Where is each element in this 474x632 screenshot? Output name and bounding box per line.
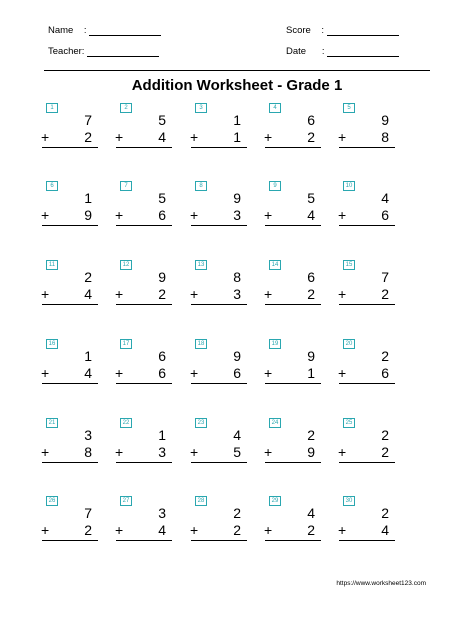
addend-top: 2 (233, 505, 241, 521)
problem-number: 23 (195, 418, 207, 428)
problem-item (190, 260, 247, 312)
addend-bottom: 2 (233, 522, 241, 538)
answer-line[interactable] (265, 462, 321, 463)
answer-line[interactable] (191, 462, 247, 463)
answer-line[interactable] (339, 304, 395, 305)
addend-bottom: 2 (307, 522, 315, 538)
problem-item (41, 103, 98, 155)
addend-bottom: 5 (233, 444, 241, 460)
addend-top: 6 (158, 348, 166, 364)
plus-sign: + (41, 365, 50, 381)
plus-sign: + (190, 207, 199, 223)
problem-number: 1 (46, 103, 58, 113)
problem-item (115, 260, 172, 312)
teacher-label: Teacher: (48, 46, 85, 57)
answer-line[interactable] (191, 304, 247, 305)
problem-number: 3 (195, 103, 207, 113)
problem-item (41, 339, 98, 391)
answer-line[interactable] (339, 147, 395, 148)
addend-top: 5 (307, 190, 315, 206)
problem-item (190, 103, 247, 155)
name-field (48, 25, 161, 36)
answer-line[interactable] (116, 462, 172, 463)
header-divider (44, 70, 430, 71)
problem-number: 25 (343, 418, 355, 428)
addend-bottom: 2 (381, 444, 389, 460)
problem-item (115, 339, 172, 391)
plus-sign: + (41, 207, 50, 223)
problem-item (338, 496, 395, 548)
addend-top: 2 (84, 269, 92, 285)
addend-top: 9 (307, 348, 315, 364)
name-label: Name (48, 25, 74, 36)
plus-sign: + (115, 129, 124, 145)
addend-bottom: 4 (84, 365, 92, 381)
addend-top: 4 (381, 190, 389, 206)
teacher-line[interactable] (87, 47, 159, 57)
teacher-field (48, 46, 159, 57)
problem-item (338, 103, 395, 155)
addend-bottom: 4 (158, 129, 166, 145)
addend-bottom: 6 (158, 207, 166, 223)
addend-bottom: 4 (84, 286, 92, 302)
answer-line[interactable] (191, 540, 247, 541)
addend-top: 1 (84, 348, 92, 364)
addend-top: 2 (381, 427, 389, 443)
problem-number: 26 (46, 496, 58, 506)
plus-sign: + (41, 444, 50, 460)
plus-sign: + (190, 444, 199, 460)
addend-bottom: 3 (158, 444, 166, 460)
problem-number: 20 (343, 339, 355, 349)
addend-top: 3 (84, 427, 92, 443)
addend-top: 9 (233, 348, 241, 364)
addend-bottom: 3 (233, 207, 241, 223)
addend-bottom: 3 (233, 286, 241, 302)
score-separator: : (321, 25, 325, 36)
problem-number: 6 (46, 181, 58, 191)
problem-item (190, 181, 247, 233)
score-label: Score (286, 25, 311, 36)
addend-top: 3 (158, 505, 166, 521)
plus-sign: + (338, 365, 347, 381)
footer-url: https://www.worksheet123.com (336, 580, 426, 587)
answer-line[interactable] (339, 383, 395, 384)
problem-item (264, 181, 321, 233)
addend-top: 7 (381, 269, 389, 285)
answer-line[interactable] (265, 225, 321, 226)
answer-line[interactable] (265, 304, 321, 305)
plus-sign: + (264, 365, 273, 381)
problem-number: 7 (120, 181, 132, 191)
problem-item (338, 418, 395, 470)
addend-bottom: 2 (158, 286, 166, 302)
answer-line[interactable] (339, 225, 395, 226)
problem-item (115, 181, 172, 233)
plus-sign: + (41, 522, 50, 538)
problem-item (41, 418, 98, 470)
answer-line[interactable] (265, 147, 321, 148)
addend-bottom: 9 (307, 444, 315, 460)
date-separator: : (321, 46, 325, 57)
problem-item (338, 339, 395, 391)
problem-number: 28 (195, 496, 207, 506)
problem-item (41, 260, 98, 312)
problem-item (41, 496, 98, 548)
addend-bottom: 6 (381, 365, 389, 381)
plus-sign: + (115, 522, 124, 538)
problem-number: 14 (269, 260, 281, 270)
problem-item (115, 418, 172, 470)
problem-item (264, 339, 321, 391)
problem-number: 30 (343, 496, 355, 506)
plus-sign: + (338, 444, 347, 460)
score-field (286, 25, 399, 36)
name-separator: : (83, 25, 87, 36)
problem-item (190, 339, 247, 391)
plus-sign: + (264, 286, 273, 302)
addend-top: 2 (381, 348, 389, 364)
addend-top: 4 (233, 427, 241, 443)
answer-line[interactable] (191, 147, 247, 148)
answer-line[interactable] (42, 147, 98, 148)
addend-top: 1 (84, 190, 92, 206)
addend-top: 5 (158, 190, 166, 206)
addend-top: 6 (307, 269, 315, 285)
addend-bottom: 4 (158, 522, 166, 538)
plus-sign: + (264, 522, 273, 538)
answer-line[interactable] (339, 462, 395, 463)
problem-item (190, 496, 247, 548)
answer-line[interactable] (339, 540, 395, 541)
problem-number: 2 (120, 103, 132, 113)
addend-top: 9 (233, 190, 241, 206)
addend-bottom: 2 (307, 286, 315, 302)
problem-item (264, 418, 321, 470)
addend-bottom: 4 (307, 207, 315, 223)
problem-number: 27 (120, 496, 132, 506)
name-line[interactable] (89, 26, 161, 36)
addend-top: 4 (307, 505, 315, 521)
date-label: Date (286, 46, 307, 57)
problem-item (338, 181, 395, 233)
addend-top: 9 (158, 269, 166, 285)
answer-line[interactable] (116, 304, 172, 305)
problem-number: 19 (269, 339, 281, 349)
plus-sign: + (115, 365, 124, 381)
plus-sign: + (115, 207, 124, 223)
addend-top: 7 (84, 505, 92, 521)
problem-item (264, 260, 321, 312)
addend-top: 2 (307, 427, 315, 443)
addend-top: 8 (233, 269, 241, 285)
problem-item (264, 103, 321, 155)
plus-sign: + (338, 129, 347, 145)
addend-top: 9 (381, 112, 389, 128)
addend-bottom: 9 (84, 207, 92, 223)
problem-number: 9 (269, 181, 281, 191)
answer-line[interactable] (116, 147, 172, 148)
addend-top: 7 (84, 112, 92, 128)
addend-bottom: 2 (84, 129, 92, 145)
plus-sign: + (338, 522, 347, 538)
problem-number: 4 (269, 103, 281, 113)
problem-number: 18 (195, 339, 207, 349)
plus-sign: + (190, 522, 199, 538)
answer-line[interactable] (116, 540, 172, 541)
addend-top: 1 (233, 112, 241, 128)
problem-number: 21 (46, 418, 58, 428)
plus-sign: + (264, 444, 273, 460)
answer-line[interactable] (42, 304, 98, 305)
answer-line[interactable] (116, 225, 172, 226)
plus-sign: + (190, 129, 199, 145)
score-line[interactable] (327, 26, 399, 36)
addend-bottom: 2 (381, 286, 389, 302)
answer-line[interactable] (191, 383, 247, 384)
plus-sign: + (115, 286, 124, 302)
problem-number: 17 (120, 339, 132, 349)
date-line[interactable] (327, 47, 399, 57)
problem-number: 24 (269, 418, 281, 428)
plus-sign: + (41, 286, 50, 302)
addend-bottom: 1 (233, 129, 241, 145)
answer-line[interactable] (116, 383, 172, 384)
problem-number: 29 (269, 496, 281, 506)
addend-bottom: 4 (381, 522, 389, 538)
plus-sign: + (190, 286, 199, 302)
plus-sign: + (264, 129, 273, 145)
answer-line[interactable] (265, 540, 321, 541)
problem-item (264, 496, 321, 548)
addend-top: 5 (158, 112, 166, 128)
problem-number: 10 (343, 181, 355, 191)
problem-number: 15 (343, 260, 355, 270)
answer-line[interactable] (42, 462, 98, 463)
problem-item (41, 181, 98, 233)
addend-bottom: 6 (233, 365, 241, 381)
plus-sign: + (264, 207, 273, 223)
problem-item (115, 496, 172, 548)
problem-number: 16 (46, 339, 58, 349)
date-field (286, 46, 399, 57)
addend-bottom: 2 (84, 522, 92, 538)
problem-number: 22 (120, 418, 132, 428)
answer-line[interactable] (42, 383, 98, 384)
plus-sign: + (338, 286, 347, 302)
problem-item (190, 418, 247, 470)
answer-line[interactable] (42, 540, 98, 541)
addend-bottom: 8 (381, 129, 389, 145)
addend-bottom: 6 (158, 365, 166, 381)
problem-item (338, 260, 395, 312)
plus-sign: + (115, 444, 124, 460)
addend-top: 6 (307, 112, 315, 128)
addend-bottom: 8 (84, 444, 92, 460)
addend-bottom: 2 (307, 129, 315, 145)
plus-sign: + (41, 129, 50, 145)
problem-number: 12 (120, 260, 132, 270)
addend-bottom: 6 (381, 207, 389, 223)
problem-number: 5 (343, 103, 355, 113)
answer-line[interactable] (42, 225, 98, 226)
problem-number: 11 (46, 260, 58, 270)
problem-number: 13 (195, 260, 207, 270)
addend-bottom: 1 (307, 365, 315, 381)
plus-sign: + (338, 207, 347, 223)
answer-line[interactable] (191, 225, 247, 226)
addend-top: 1 (158, 427, 166, 443)
problem-number: 8 (195, 181, 207, 191)
answer-line[interactable] (265, 383, 321, 384)
addend-top: 2 (381, 505, 389, 521)
problem-item (115, 103, 172, 155)
worksheet-title: Addition Worksheet - Grade 1 (131, 77, 343, 94)
plus-sign: + (190, 365, 199, 381)
